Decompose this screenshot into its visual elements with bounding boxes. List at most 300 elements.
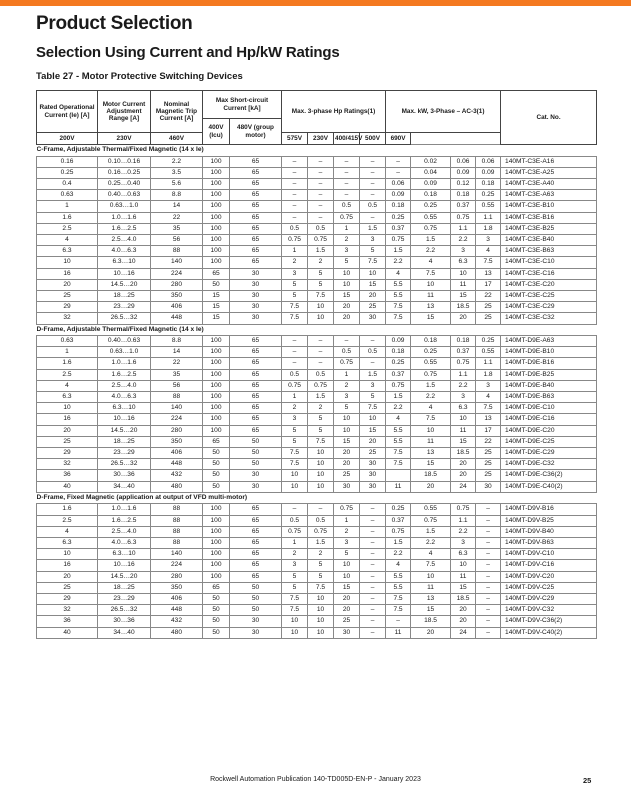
table-cell: – (282, 178, 308, 189)
table-cell: 65 (230, 515, 282, 526)
table-cell: 100 (203, 369, 230, 380)
cat-no-cell: 140MT-C3E-B25 (501, 223, 597, 234)
table-cell: 40 (37, 481, 98, 492)
table-cell: 15 (411, 605, 451, 616)
table-cell: – (476, 515, 501, 526)
table-cell: 18.5 (411, 470, 451, 481)
header-kw-group: Max. kW, 3-Phase – AC-3(1) (386, 91, 501, 133)
table-cell: 100 (203, 178, 230, 189)
section-heading: Selection Using Current and Hp/kW Ratings (36, 44, 340, 61)
table-cell: 4 (386, 414, 411, 425)
table-cell: 13 (476, 414, 501, 425)
publication-footer: Rockwell Automation Publication 140-TD005D-EN-P - January 2023 (210, 776, 421, 783)
cat-no-cell: 140MT-C3E-B40 (501, 234, 597, 245)
table-cell: 7.5 (282, 459, 308, 470)
table-cell: 3 (360, 234, 386, 245)
table-row (37, 290, 597, 301)
table-cell: 15 (334, 436, 360, 447)
table-cell: 0.06 (386, 178, 411, 189)
cat-no-cell: 140MT-D9V-C32 (501, 605, 597, 616)
header-hp-voltage: 460V (151, 133, 203, 145)
table-cell: 10 (308, 627, 334, 638)
table-cell: 25 (476, 448, 501, 459)
cat-no-cell: 140MT-D9V-B16 (501, 504, 597, 515)
table-cell: 1 (334, 223, 360, 234)
table-cell: 5.5 (386, 436, 411, 447)
table-cell: 0.75 (386, 526, 411, 537)
table-cell: 4 (37, 526, 98, 537)
table-cell: 100 (203, 504, 230, 515)
table-cell: 65 (230, 425, 282, 436)
table-cell: 10 (282, 481, 308, 492)
table-cell: 0.18 (451, 336, 476, 347)
table-cell: – (334, 190, 360, 201)
table-row (37, 425, 597, 436)
table-cell: 18…25 (98, 582, 151, 593)
table-cell: 0.5 (282, 515, 308, 526)
header-kw-voltage: 500V (360, 133, 386, 145)
table-cell: 7.5 (282, 313, 308, 324)
table-cell: – (308, 347, 334, 358)
table-cell: 30 (360, 470, 386, 481)
table-row (37, 302, 597, 313)
motor-protective-devices-table (36, 90, 597, 639)
table-cell: 100 (203, 246, 230, 257)
table-cell: 5 (308, 560, 334, 571)
cat-no-cell: 140MT-D9E-B25 (501, 369, 597, 380)
table-row (37, 268, 597, 279)
table-cell: 11 (386, 481, 411, 492)
table-cell: 16 (37, 560, 98, 571)
table-cell: 0.5 (334, 347, 360, 358)
table-cell: 2.5 (37, 369, 98, 380)
table-cell: – (476, 605, 501, 616)
table-cell: 10 (37, 403, 98, 414)
table-cell: 25 (360, 448, 386, 459)
table-cell: 5 (282, 279, 308, 290)
table-cell: 20 (334, 448, 360, 459)
table-cell: – (360, 582, 386, 593)
table-cell: – (360, 190, 386, 201)
table-cell: 16 (37, 414, 98, 425)
table-cell: 15 (451, 436, 476, 447)
table-cell: – (360, 538, 386, 549)
table-cell: 1.6 (37, 358, 98, 369)
table-cell: 25 (334, 616, 360, 627)
header-kw-voltage: 690V (386, 133, 411, 145)
table-cell: 0.5 (308, 515, 334, 526)
table-cell: 0.40…0.63 (98, 190, 151, 201)
table-cell: 30…36 (98, 470, 151, 481)
table-cell: 32 (37, 313, 98, 324)
header-sc-480v: 480V (group motor) (230, 119, 282, 145)
table-cell: – (476, 594, 501, 605)
table-cell: 100 (203, 571, 230, 582)
table-row (37, 448, 597, 459)
table-cell: 65 (230, 347, 282, 358)
table-cell: 15 (411, 459, 451, 470)
table-row (37, 571, 597, 582)
table-cell: 14.5…20 (98, 279, 151, 290)
table-cell: 3 (282, 268, 308, 279)
table-cell: 0.06 (476, 156, 501, 167)
table-cell: – (476, 560, 501, 571)
table-cell: 2.2 (386, 549, 411, 560)
table-cell: 2.2 (386, 257, 411, 268)
header-hp-group: Max. 3-phase Hp Ratings(1) (282, 91, 386, 133)
table-cell: 10 (308, 470, 334, 481)
table-cell: 100 (203, 526, 230, 537)
table-cell: 6.3 (37, 538, 98, 549)
table-cell: 7.5 (386, 302, 411, 313)
table-cell: 5 (282, 571, 308, 582)
table-cell: 50 (203, 459, 230, 470)
table-cell: 65 (230, 571, 282, 582)
table-cell: 10 (451, 414, 476, 425)
table-cell: 1.5 (360, 369, 386, 380)
table-cell: 0.75 (308, 380, 334, 391)
table-cell: 10 (308, 605, 334, 616)
table-cell: 3 (476, 380, 501, 391)
table-cell: 18.5 (451, 302, 476, 313)
table-cell: 4 (411, 403, 451, 414)
header-short-circuit: Max Short-circuit Current [kA] (203, 91, 282, 119)
table-cell: 2.2 (386, 403, 411, 414)
table-cell: 5 (282, 582, 308, 593)
table-cell: 30 (360, 481, 386, 492)
table-cell: 0.25 (476, 190, 501, 201)
table-cell: 0.25 (386, 358, 411, 369)
table-cell: 100 (203, 167, 230, 178)
table-cell: 29 (37, 302, 98, 313)
table-cell: 1.5 (386, 392, 411, 403)
table-cell: 280 (151, 571, 203, 582)
table-cell: – (308, 178, 334, 189)
table-cell: 5 (308, 414, 334, 425)
table-cell: 65 (230, 526, 282, 537)
cat-no-cell: 140MT-D9E-B16 (501, 358, 597, 369)
table-cell: 30 (230, 470, 282, 481)
table-cell: 0.02 (411, 156, 451, 167)
table-cell: 1.6…2.5 (98, 369, 151, 380)
table-cell: 1.5 (308, 246, 334, 257)
table-cell: 4 (386, 268, 411, 279)
table-cell: 10 (308, 616, 334, 627)
table-cell: 30 (230, 268, 282, 279)
table-cell: 1.1 (476, 358, 501, 369)
table-cell: – (308, 201, 334, 212)
table-cell: 280 (151, 279, 203, 290)
table-cell: 5 (282, 436, 308, 447)
table-cell: 100 (203, 403, 230, 414)
table-cell: 224 (151, 414, 203, 425)
table-cell: 4 (37, 380, 98, 391)
table-cell: 26.5…32 (98, 313, 151, 324)
table-row (37, 257, 597, 268)
table-row (37, 504, 597, 515)
table-cell: 10 (308, 594, 334, 605)
table-cell: 88 (151, 538, 203, 549)
table-cell: 4 (411, 257, 451, 268)
table-cell: 2 (334, 234, 360, 245)
table-cell: 4 (411, 549, 451, 560)
table-cell: 10…16 (98, 560, 151, 571)
table-cell: 6.3…10 (98, 257, 151, 268)
table-cell: 25 (476, 313, 501, 324)
table-cell: 100 (203, 190, 230, 201)
table-cell: – (360, 156, 386, 167)
cat-no-cell: 140MT-D9E-C20 (501, 425, 597, 436)
table-cell: 2.5 (37, 223, 98, 234)
table-cell: 14.5…20 (98, 571, 151, 582)
cat-no-cell: 140MT-D9E-B63 (501, 392, 597, 403)
table-cell: 14 (151, 347, 203, 358)
table-cell: 2.2 (411, 538, 451, 549)
table-cell: 0.75 (386, 380, 411, 391)
cat-no-cell: 140MT-D9E-B40 (501, 380, 597, 391)
table-cell: 50 (203, 481, 230, 492)
table-cell: 0.25 (411, 201, 451, 212)
table-cell: 0.25 (386, 504, 411, 515)
table-cell: 0.63 (37, 336, 98, 347)
table-cell: 15 (334, 290, 360, 301)
table-cell: 0.75 (334, 212, 360, 223)
table-cell: 5 (282, 290, 308, 301)
table-cell: 14 (151, 201, 203, 212)
table-cell: – (282, 167, 308, 178)
table-cell: 3 (451, 538, 476, 549)
cat-no-cell: 140MT-D9V-C16 (501, 560, 597, 571)
table-cell: – (308, 358, 334, 369)
table-cell: 50 (230, 605, 282, 616)
table-cell: 10 (308, 481, 334, 492)
table-cell: – (308, 504, 334, 515)
table-cell: 0.18 (411, 336, 451, 347)
table-cell: 3 (334, 392, 360, 403)
table-cell: 20 (451, 459, 476, 470)
table-cell: 10 (451, 560, 476, 571)
table-row (37, 627, 597, 638)
table-cell: – (334, 336, 360, 347)
header-nominal-trip: Nominal Magnetic Trip Current [A] (151, 91, 203, 133)
cat-no-cell: 140MT-D9V-B25 (501, 515, 597, 526)
table-cell: 100 (203, 336, 230, 347)
table-row (37, 201, 597, 212)
table-cell: 40 (37, 627, 98, 638)
table-cell: – (360, 515, 386, 526)
table-cell: 15 (334, 582, 360, 593)
cat-no-cell: 140MT-D9E-C29 (501, 448, 597, 459)
table-cell: 4 (476, 392, 501, 403)
table-cell: 224 (151, 268, 203, 279)
table-cell: – (360, 167, 386, 178)
table-row (37, 167, 597, 178)
table-cell: 50 (203, 448, 230, 459)
table-cell: 0.09 (386, 190, 411, 201)
table-cell: 50 (203, 470, 230, 481)
table-cell: 88 (151, 526, 203, 537)
table-row (37, 403, 597, 414)
table-cell: 7.5 (386, 448, 411, 459)
table-cell: 0.75 (282, 234, 308, 245)
table-cell: 350 (151, 436, 203, 447)
cat-no-cell: 140MT-D9E-B10 (501, 347, 597, 358)
table-cell: 50 (230, 448, 282, 459)
table-cell: 65 (230, 369, 282, 380)
table-cell: 0.37 (386, 515, 411, 526)
table-row (37, 246, 597, 257)
table-cell: 1.5 (411, 380, 451, 391)
table-cell: 2 (308, 549, 334, 560)
table-cell: 65 (230, 392, 282, 403)
table-cell: 5.5 (386, 571, 411, 582)
table-row (37, 549, 597, 560)
table-cell: 6.3 (451, 549, 476, 560)
table-cell: 29 (37, 448, 98, 459)
cat-no-cell: 140MT-C3E-B16 (501, 212, 597, 223)
table-cell: 350 (151, 582, 203, 593)
table-cell: 25 (37, 582, 98, 593)
table-cell: 11 (386, 627, 411, 638)
table-cell: 23…29 (98, 302, 151, 313)
cat-no-cell: 140MT-C3E-C25 (501, 290, 597, 301)
table-cell: 20 (334, 459, 360, 470)
table-row (37, 279, 597, 290)
table-cell: 10 (308, 302, 334, 313)
table-cell: 5 (308, 425, 334, 436)
table-cell: 3 (451, 246, 476, 257)
table-cell: 13 (411, 448, 451, 459)
table-cell: 2.2 (451, 526, 476, 537)
table-cell: 20 (334, 313, 360, 324)
table-cell: 10 (308, 313, 334, 324)
table-cell: 20 (360, 436, 386, 447)
table-cell: 65 (230, 212, 282, 223)
table-cell: – (360, 616, 386, 627)
cat-no-cell: 140MT-C3E-C32 (501, 313, 597, 324)
table-cell: 10 (37, 257, 98, 268)
table-cell: 100 (203, 425, 230, 436)
table-cell: 50 (230, 594, 282, 605)
table-cell: 11 (451, 571, 476, 582)
table-cell: 8.8 (151, 190, 203, 201)
table-cell: 65 (230, 178, 282, 189)
table-cell: 0.37 (451, 347, 476, 358)
table-cell: 0.18 (451, 190, 476, 201)
table-cell: 30 (230, 616, 282, 627)
table-cell: 65 (230, 403, 282, 414)
table-cell: 10…16 (98, 268, 151, 279)
table-cell: 13 (411, 594, 451, 605)
table-row (37, 526, 597, 537)
table-cell: 22 (151, 212, 203, 223)
table-cell: – (334, 178, 360, 189)
table-cell: 65 (230, 538, 282, 549)
table-cell: 65 (230, 156, 282, 167)
table-cell: – (334, 167, 360, 178)
header-cat-no: Cat. No. (501, 91, 597, 145)
table-cell (386, 470, 411, 481)
table-cell: 0.25 (476, 336, 501, 347)
table-cell: – (308, 212, 334, 223)
table-row (37, 369, 597, 380)
table-cell: 65 (230, 358, 282, 369)
table-cell: 7.5 (386, 605, 411, 616)
table-cell: – (282, 336, 308, 347)
table-cell: 10 (411, 571, 451, 582)
table-cell: 22 (476, 290, 501, 301)
table-cell: 100 (203, 223, 230, 234)
table-cell: 2.2 (451, 234, 476, 245)
table-cell: 6.3 (451, 257, 476, 268)
table-cell: 30 (476, 481, 501, 492)
table-cell: 0.06 (451, 156, 476, 167)
table-cell: 17 (476, 279, 501, 290)
header-hp-voltage: 230V (98, 133, 151, 145)
table-cell: 0.75 (308, 234, 334, 245)
table-cell: 1.1 (451, 369, 476, 380)
table-row (37, 414, 597, 425)
table-cell: 30 (230, 481, 282, 492)
table-cell: 0.5 (360, 201, 386, 212)
table-cell: 1.5 (386, 538, 411, 549)
table-cell: 2.5 (37, 515, 98, 526)
table-cell: 7.5 (308, 290, 334, 301)
table-cell: 13 (476, 268, 501, 279)
table-cell: 30 (230, 627, 282, 638)
header-hp-voltage: 575V (282, 133, 308, 145)
table-cell: 10 (282, 470, 308, 481)
table-cell: 7.5 (282, 605, 308, 616)
section-title: D-Frame, Adjustable Thermal/Fixed Magnetic (14 x Ie) (37, 324, 597, 336)
table-cell: 1.0…1.6 (98, 504, 151, 515)
table-cell: 2.5…4.0 (98, 234, 151, 245)
table-cell: 2 (282, 403, 308, 414)
table-cell: – (476, 526, 501, 537)
table-cell: 2.5…4.0 (98, 526, 151, 537)
table-cell: 15 (411, 313, 451, 324)
table-cell: 5 (308, 279, 334, 290)
table-cell: 50 (203, 594, 230, 605)
table-cell: 34…40 (98, 481, 151, 492)
table-cell: 5.5 (386, 279, 411, 290)
table-cell: 7.5 (411, 560, 451, 571)
table-cell: 0.25 (386, 212, 411, 223)
table-cell: 1.0…1.6 (98, 212, 151, 223)
table-cell: 0.63…1.0 (98, 347, 151, 358)
table-cell: 24 (451, 627, 476, 638)
table-cell: 4.0…6.3 (98, 538, 151, 549)
table-cell: 10 (308, 448, 334, 459)
table-cell: 11 (411, 290, 451, 301)
table-cell: 5.5 (386, 582, 411, 593)
table-cell: 3 (360, 380, 386, 391)
table-cell: 0.37 (386, 223, 411, 234)
table-cell: 25 (476, 302, 501, 313)
table-cell: 5 (334, 549, 360, 560)
table-cell: 36 (37, 616, 98, 627)
table-cell: 1.5 (411, 526, 451, 537)
table-cell: – (476, 538, 501, 549)
table-cell: 26.5…32 (98, 605, 151, 616)
table-cell: 25 (360, 302, 386, 313)
table-cell: 65 (230, 167, 282, 178)
table-cell: 1.6…2.5 (98, 515, 151, 526)
table-cell: 35 (151, 223, 203, 234)
cat-no-cell: 140MT-D9E-C16 (501, 414, 597, 425)
table-cell: 7.5 (282, 302, 308, 313)
section-title: C-Frame, Adjustable Thermal/Fixed Magnetic (14 x Ie) (37, 145, 597, 157)
